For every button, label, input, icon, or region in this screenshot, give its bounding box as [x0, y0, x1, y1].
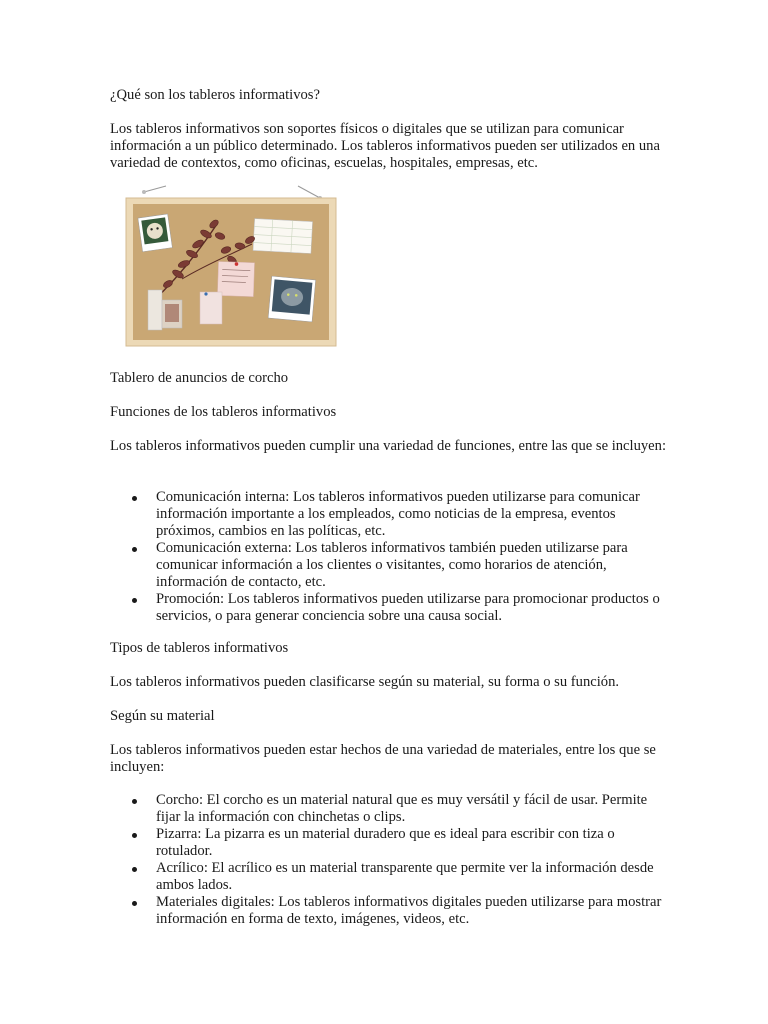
intro-paragraph: Los tableros informativos son soportes físicos o digitales que se utilizan para comunicar información a un público determinado. Los tableros informativos pueden ser utilizados en una variedad de contextos, como oficinas, escuelas, hospitales, empresas, etc.: [110, 121, 660, 171]
bullet-icon: [132, 496, 137, 501]
list-item: Acrílico: El acrílico es un material transparente que permite ver la información desde ambos lados.: [110, 860, 670, 894]
heading-funciones: Funciones de los tableros informativos: [110, 404, 337, 420]
list-item: Corcho: El corcho es un material natural que es muy versátil y fácil de usar. Permite fijar la información con chinchetas o clips.: [110, 792, 670, 826]
bullet-icon: [132, 867, 137, 872]
list-item: Comunicación externa: Los tableros informativos también pueden utilizarse para comunicar información a los clientes o visitantes, como horarios de atención, información de contacto, etc.: [110, 540, 670, 591]
heading-tipos: Tipos de tableros informativos: [110, 640, 289, 656]
funciones-list: [110, 489, 670, 625]
bullet-icon: [132, 833, 137, 838]
image-caption: Tablero de anuncios de corcho: [110, 370, 289, 386]
bullet-icon: [132, 799, 137, 804]
list-item: Pizarra: La pizarra es un material duradero que es ideal para escribir con tiza o rotulador.: [110, 826, 670, 860]
tipos-intro: Los tableros informativos pueden clasificarse según su material, su forma o su función.: [110, 674, 620, 690]
materiales-list: [110, 792, 670, 928]
bullet-icon: [132, 547, 137, 552]
corkboard-illustration: [122, 184, 340, 350]
list-item: Materiales digitales: Los tableros informativos digitales pueden utilizarse para mostrar información en forma de texto, imágenes, videos, etc.: [110, 894, 670, 928]
heading-que-son: ¿Qué son los tableros informativos?: [110, 87, 320, 103]
funciones-intro: Los tableros informativos pueden cumplir una variedad de funciones, entre las que se incluyen:: [110, 438, 667, 454]
corkboard-image: [122, 184, 340, 350]
bullet-icon: [132, 598, 137, 603]
bullet-icon: [132, 901, 137, 906]
material-intro: Los tableros informativos pueden estar hechos de una variedad de materiales, entre los que se incluyen:: [110, 742, 656, 775]
list-item: Comunicación interna: Los tableros informativos pueden utilizarse para comunicar información importante a los empleados, como noticias de la empresa, eventos próximos, cambios en las políticas, etc.: [110, 489, 670, 540]
heading-material: Según su material: [110, 708, 215, 724]
list-item: Promoción: Los tableros informativos pueden utilizarse para promocionar productos o servicios, o para generar conciencia sobre una causa social.: [110, 591, 670, 625]
